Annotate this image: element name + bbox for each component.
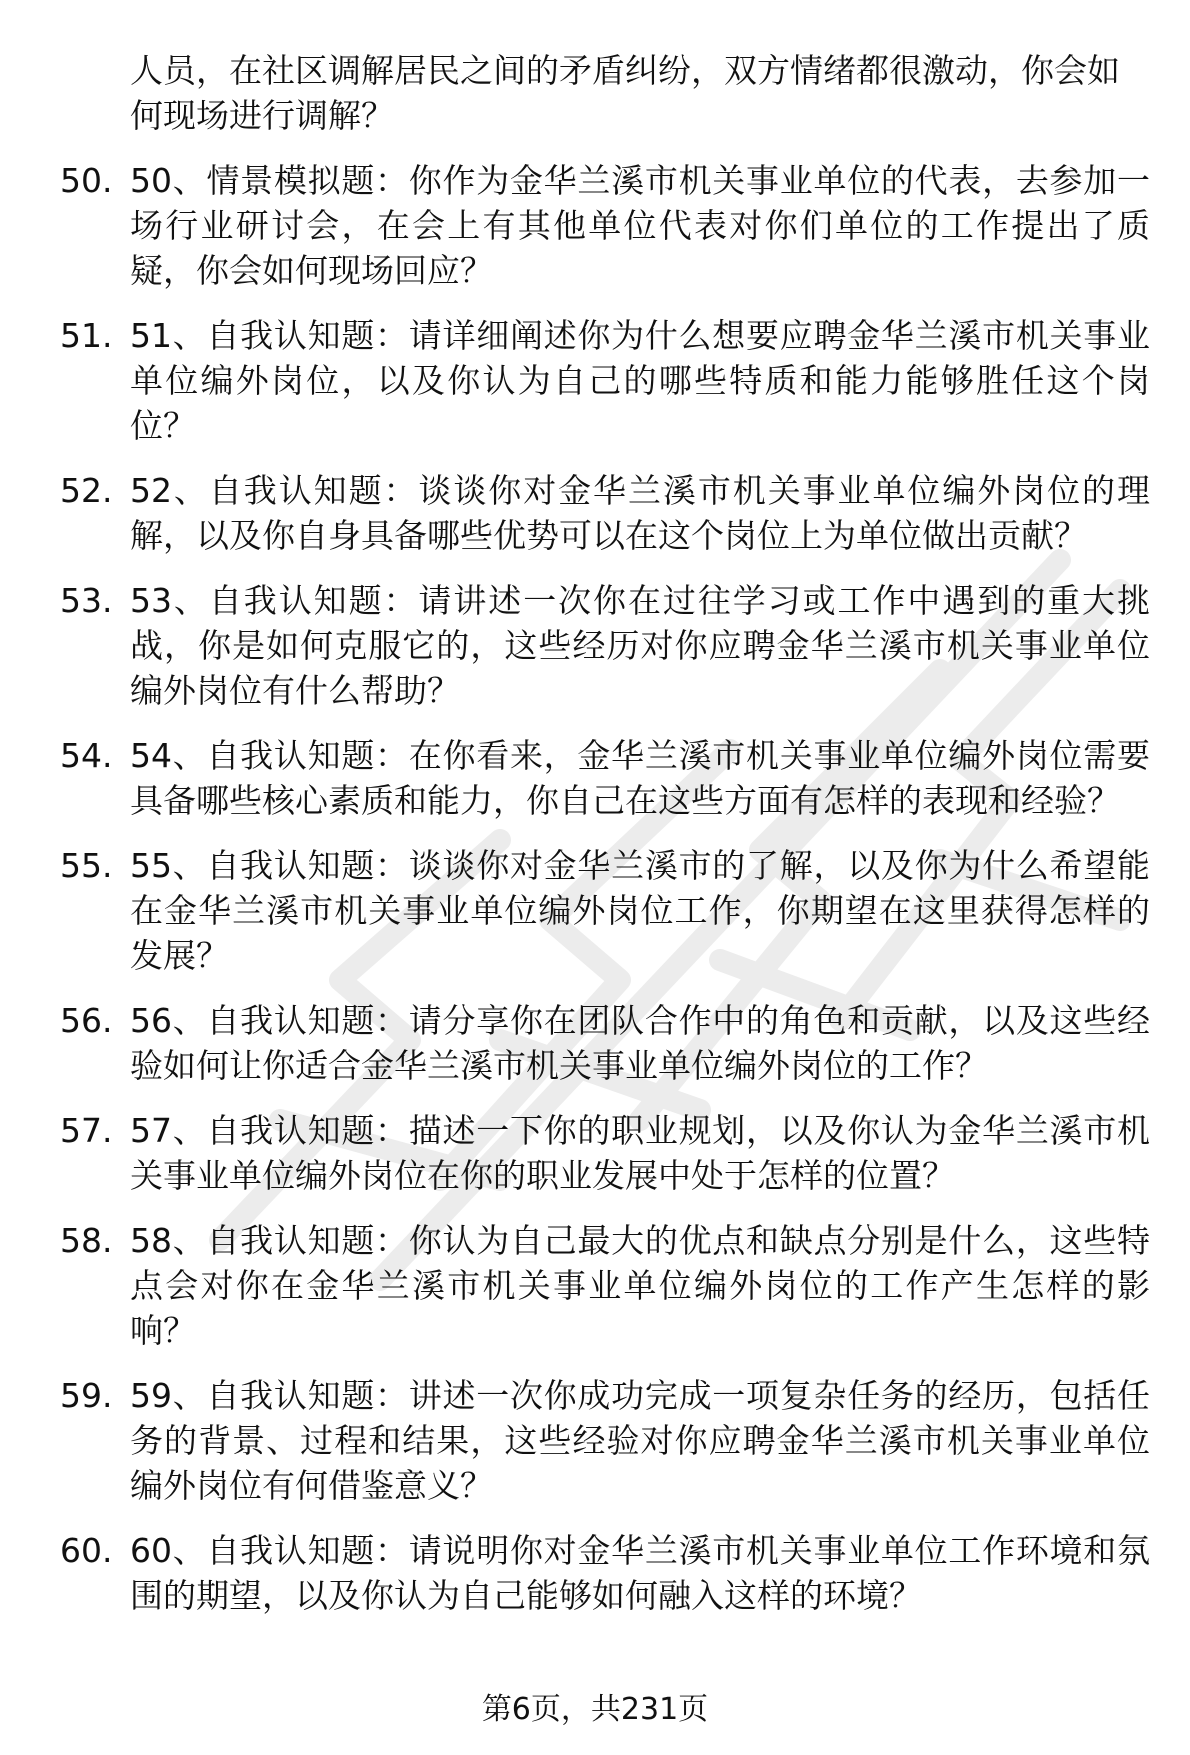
question-text: 55、自我认知题：谈谈你对金华兰溪市的了解，以及你为什么希望能在金华兰溪市机关事业单位编外岗位工作，你期望在这里获得怎样的发展？: [130, 846, 1150, 975]
question-text: 56、自我认知题：请分享你在团队合作中的角色和贡献，以及这些经验如何让你适合金华兰溪市机关事业单位编外岗位的工作？: [130, 1001, 1150, 1085]
question-text: 60、自我认知题：请说明你对金华兰溪市机关事业单位工作环境和氛围的期望，以及你认为自己能够如何融入这样的环境？: [130, 1531, 1150, 1615]
question-list: [60, 158, 1150, 1618]
question-number: 51.: [60, 316, 113, 355]
list-item: [60, 733, 1150, 823]
question-number: 54.: [60, 736, 113, 775]
list-item: [60, 998, 1150, 1088]
question-number: 53.: [60, 581, 113, 620]
list-item: [60, 843, 1150, 978]
question-number: 50.: [60, 161, 113, 200]
continued-question-text: 人员，在社区调解居民之间的矛盾纠纷，双方情绪都很激动，你会如何现场进行调解？: [130, 51, 1120, 135]
page-number-footer: 第6页，共231页: [481, 1692, 709, 1727]
question-text: 50、情景模拟题：你作为金华兰溪市机关事业单位的代表，去参加一场行业研讨会，在会上有其他单位代表对你们单位的工作提出了质疑，你会如何现场回应？: [130, 161, 1150, 290]
question-number: 52.: [60, 471, 113, 510]
list-item: [60, 1528, 1150, 1618]
question-text: 57、自我认知题：描述一下你的职业规划，以及你认为金华兰溪市机关事业单位编外岗位在你的职业发展中处于怎样的位置？: [130, 1111, 1150, 1195]
question-number: 57.: [60, 1111, 113, 1150]
question-text: 54、自我认知题：在你看来，金华兰溪市机关事业单位编外岗位需要具备哪些核心素质和能力，你自己在这些方面有怎样的表现和经验？: [130, 736, 1150, 820]
list-item: [60, 313, 1150, 448]
question-number: 58.: [60, 1221, 113, 1260]
question-number: 59.: [60, 1376, 113, 1415]
list-item: [60, 1373, 1150, 1508]
question-text: 51、自我认知题：请详细阐述你为什么想要应聘金华兰溪市机关事业单位编外岗位，以及你认为自己的哪些特质和能力能够胜任这个岗位？: [130, 316, 1150, 445]
list-item: [60, 158, 1150, 293]
list-item: [60, 468, 1150, 558]
list-item: [60, 1108, 1150, 1198]
question-text: 52、自我认知题：谈谈你对金华兰溪市机关事业单位编外岗位的理解，以及你自身具备哪些优势可以在这个岗位上为单位做出贡献？: [130, 471, 1150, 555]
question-text: 58、自我认知题：你认为自己最大的优点和缺点分别是什么，这些特点会对你在金华兰溪市机关事业单位编外岗位的工作产生怎样的影响？: [130, 1221, 1150, 1350]
list-item: [60, 578, 1150, 713]
question-text: 59、自我认知题：讲述一次你成功完成一项复杂任务的经历，包括任务的背景、过程和结果，这些经验对你应聘金华兰溪市机关事业单位编外岗位有何借鉴意义？: [130, 1376, 1150, 1505]
question-number: 55.: [60, 846, 113, 885]
question-text: 53、自我认知题：请讲述一次你在过往学习或工作中遇到的重大挑战，你是如何克服它的，这些经历对你应聘金华兰溪市机关事业单位编外岗位有什么帮助？: [130, 581, 1150, 710]
question-number: 56.: [60, 1001, 113, 1040]
question-number: 60.: [60, 1531, 113, 1570]
list-item: [60, 1218, 1150, 1353]
document-body: [60, 48, 1150, 1618]
